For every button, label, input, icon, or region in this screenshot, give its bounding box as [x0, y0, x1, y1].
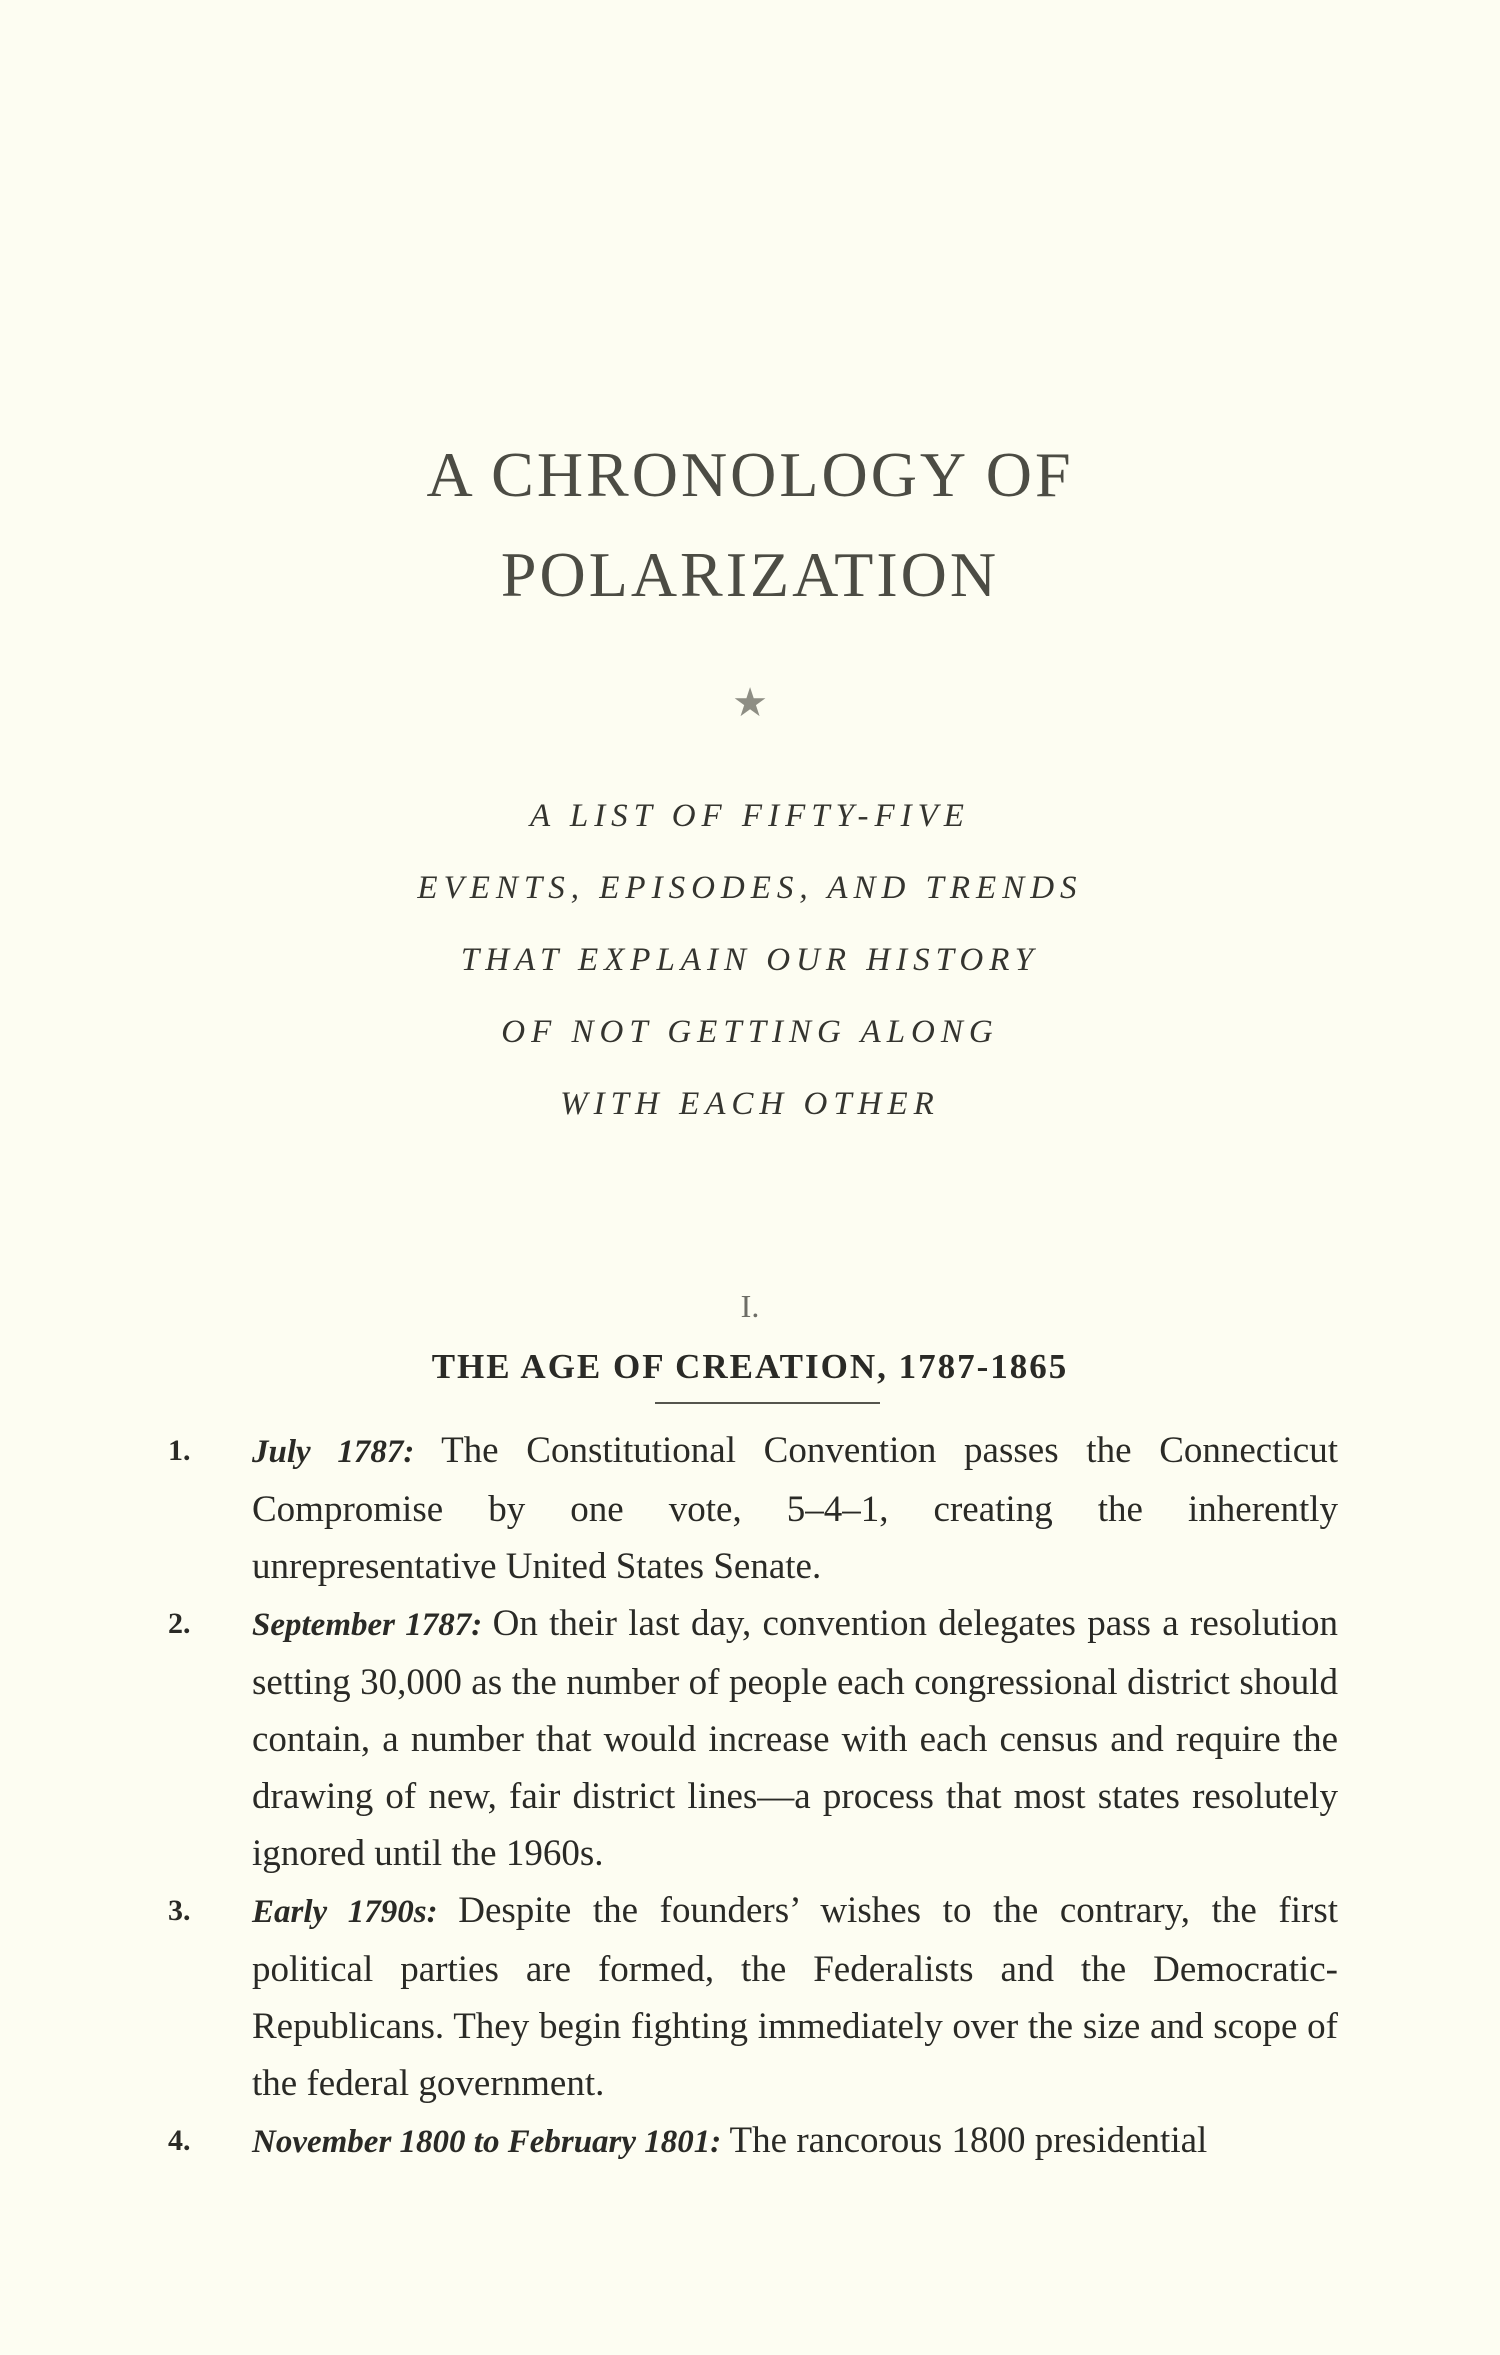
entry-number: 1. [168, 1434, 191, 1467]
entry-date: September 1787: [252, 1607, 493, 1643]
part-title-rule [655, 1402, 880, 1404]
part-title: THE AGE OF CREATION, 1787-1865 [431, 1347, 1069, 1386]
chapter-subtitle [0, 780, 1500, 1140]
entry-text: The Constitutional Convention passes the Connecticut Compromise by one vote, 5–4–1, creating the inherently unrepresentative United States Senate. [252, 1430, 1338, 1587]
entry-text: Despite the founders’ wishes to the contrary, the first political parties are formed, the Federalists and the Democratic-Republicans. They begin fighting immediately over the size and scope of the federal government. [252, 1890, 1339, 2104]
entry-text: The rancorous 1800 presidential [729, 2120, 1208, 2161]
entry-text: On their last day, convention delegates pass a resolution setting 30,000 as the number of people each congressional district should contain, a number that would increase with each census and require the drawing of new, fair district lines—a process that most states resolutely ignored until the 1960s. [252, 1603, 1338, 1874]
chronology-entry [168, 1882, 1338, 2112]
part-number: I. [740, 1288, 760, 1324]
chronology-entry [168, 2112, 1338, 2171]
entry-date: November 1800 to February 1801: [252, 2124, 730, 2160]
subtitle-line-5: WITH EACH OTHER [560, 1086, 940, 1122]
chapter-title-line-1: A CHRONOLOGY OF [426, 439, 1074, 510]
star-icon: ★ [732, 680, 768, 725]
chapter-title-line-2: POLARIZATION [500, 539, 1000, 610]
entry-number: 3. [168, 1894, 191, 1927]
chapter-title [0, 425, 1500, 625]
subtitle-line-4: OF NOT GETTING ALONG [501, 1014, 999, 1050]
subtitle-line-2: EVENTS, EPISODES, AND TRENDS [417, 870, 1083, 906]
chronology-entry [168, 1595, 1338, 1882]
entry-number: 4. [168, 2124, 191, 2157]
chronology-entry [168, 1422, 1338, 1595]
chronology-list [168, 1422, 1338, 2171]
entry-date: July 1787: [252, 1434, 442, 1470]
subtitle-line-3: THAT EXPLAIN OUR HISTORY [460, 942, 1040, 978]
entry-date: Early 1790s: [252, 1894, 459, 1930]
subtitle-line-1: A LIST OF FIFTY-FIVE [530, 798, 970, 834]
entry-number: 2. [168, 1607, 191, 1640]
